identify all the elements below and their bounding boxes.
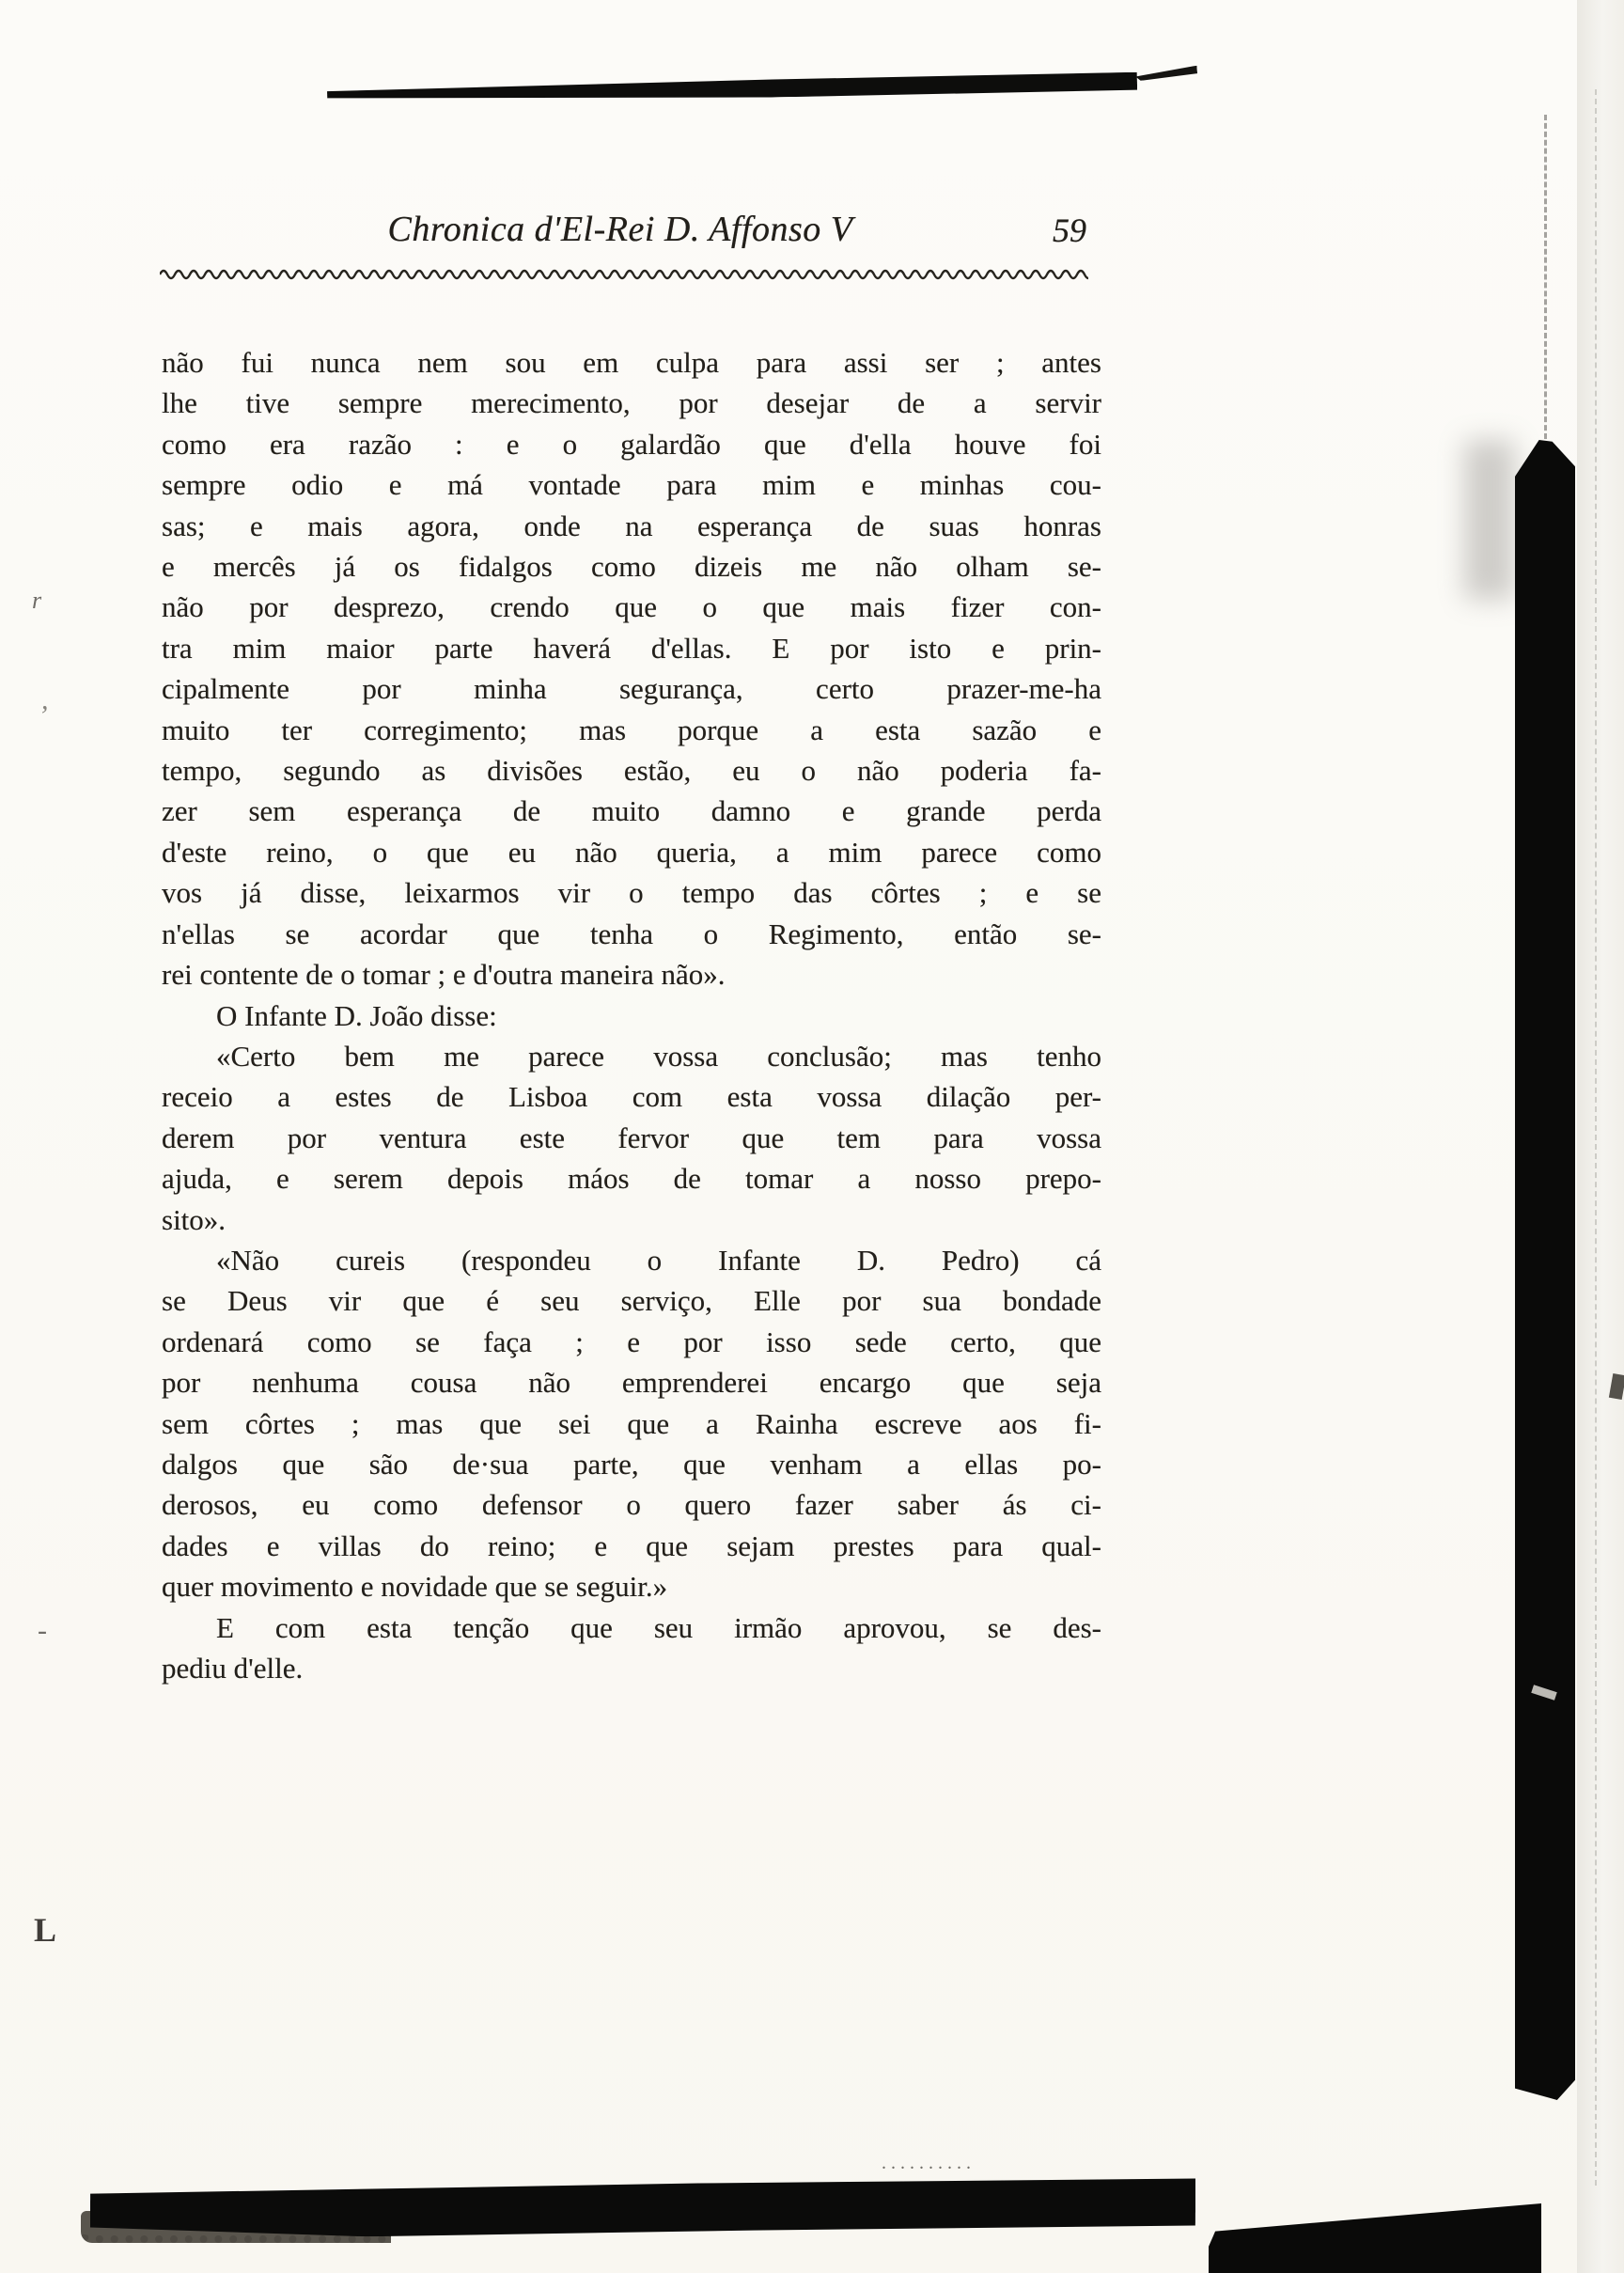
text-line: lhe tive sempre merecimento, por desejar de a servir bbox=[162, 386, 1101, 420]
text-line: tra mim maior parte haverá d'ellas. E por isto e prin- bbox=[162, 631, 1101, 665]
page-body bbox=[162, 342, 1101, 1688]
text-line: por nenhuma cousa não emprenderei encargo que seja bbox=[162, 1366, 1101, 1400]
scan-dots: .......... bbox=[882, 2153, 976, 2173]
text-line: como era razão : e o galardão que d'ella houve foi bbox=[162, 427, 1101, 461]
text-line: dalgos que são de·sua parte, que venham a ellas po- bbox=[162, 1447, 1101, 1481]
text-line: rei contente de o tomar ; e d'outra maneira não». bbox=[162, 958, 726, 992]
text-line: cipalmente por minha segurança, certo prazer-me-ha bbox=[162, 672, 1101, 706]
text-line: derosos, eu como defensor o quero fazer saber ás ci- bbox=[162, 1488, 1101, 1522]
text-line: sem côrtes ; mas que sei que a Rainha escreve aos fi- bbox=[162, 1406, 1101, 1440]
top-rule-end-mark bbox=[1135, 66, 1198, 82]
text-line: d'este reino, o que eu não queria, a mim parece como bbox=[162, 835, 1101, 869]
wavy-underline bbox=[160, 267, 1088, 282]
margin-mark: L bbox=[34, 1911, 57, 1949]
margin-mark: r bbox=[32, 587, 42, 614]
text-line: dades e villas do reino; e que sejam prestes para qual- bbox=[162, 1528, 1101, 1562]
text-line: receio a estes de Lisboa com esta vossa dilação per- bbox=[162, 1080, 1101, 1114]
wavy-underline-path bbox=[160, 271, 1088, 278]
text-line: «Certo bem me parece vossa conclusão; mas tenho bbox=[216, 1039, 1101, 1073]
running-header bbox=[162, 209, 1101, 258]
text-line: não por desprezo, crendo que o que mais fizer con- bbox=[162, 590, 1101, 624]
text-line: ordenará como se faça ; e por isso sede certo, que bbox=[162, 1325, 1101, 1358]
text-line: não fui nunca nem sou em culpa para assi ser ; antes bbox=[162, 346, 1101, 379]
scan-right-edge-column bbox=[1577, 0, 1624, 2273]
scan-bottom-right-wedge bbox=[1209, 2203, 1541, 2273]
text-line: sempre odio e má vontade para mim e minhas cou- bbox=[162, 468, 1101, 502]
text-line: quer movimento e novidade que se seguir.» bbox=[162, 1570, 668, 1604]
text-line: sas; e mais agora, onde na esperança de suas honras bbox=[162, 509, 1101, 542]
header-title: Chronica d'El-Rei D. Affonso V bbox=[387, 210, 853, 249]
text-line: e mercês já os fidalgos como dizeis me não olham se- bbox=[162, 550, 1101, 584]
text-line: zer sem esperança de muito damno e grande perda bbox=[162, 794, 1101, 828]
text-line: se Deus vir que é seu serviço, Elle por sua bondade bbox=[162, 1284, 1101, 1318]
text-line: derem por ventura este fervor que tem para vossa bbox=[162, 1121, 1101, 1154]
text-line: vos já disse, leixarmos vir o tempo das côrtes ; e se bbox=[162, 876, 1101, 910]
text-line: muito ter corregimento; mas porque a esta sazão e bbox=[162, 713, 1101, 746]
text-line: O Infante D. João disse: bbox=[216, 998, 497, 1032]
scan-smudge bbox=[1464, 440, 1515, 600]
scan-dashed-line bbox=[1544, 115, 1547, 439]
scan-binding-shadow-bar bbox=[1515, 440, 1575, 2100]
scan-bottom-band bbox=[90, 2175, 1195, 2238]
scan-crease-line bbox=[1595, 89, 1597, 2186]
text-line: sito». bbox=[162, 1202, 226, 1236]
text-line: n'ellas se acordar que tenha o Regimento, então se- bbox=[162, 917, 1101, 950]
page-number: 59 bbox=[1053, 212, 1086, 249]
text-line: ajuda, e serem depois máos de tomar a nosso prepo- bbox=[162, 1162, 1101, 1196]
text-line: E com esta tenção que seu irmão aprovou, se des- bbox=[216, 1610, 1101, 1644]
top-rule bbox=[327, 72, 1137, 103]
text-line: pediu d'elle. bbox=[162, 1652, 304, 1685]
margin-mark: , bbox=[41, 684, 49, 715]
text-line: «Não cureis (respondeu o Infante D. Pedro) cá bbox=[216, 1243, 1101, 1277]
margin-mark: - bbox=[38, 1615, 47, 1646]
text-line: tempo, segundo as divisões estão, eu o não poderia fa- bbox=[162, 754, 1101, 788]
